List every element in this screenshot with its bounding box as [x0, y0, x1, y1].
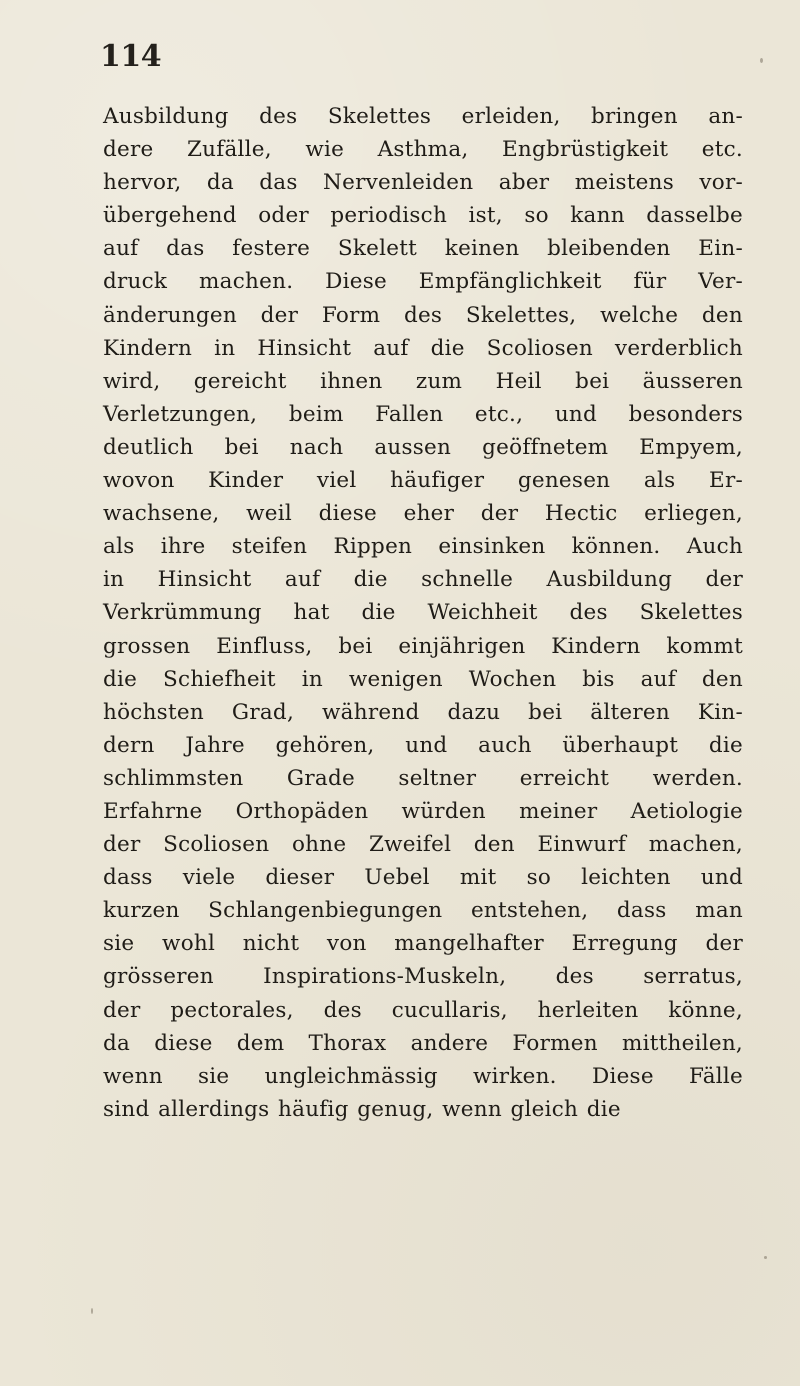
- text-line: sie wohl nicht von mangelhafter Erregung der: [103, 931, 743, 957]
- text-line: wird, gereicht ihnen zum Heil bei äusseren: [103, 368, 743, 394]
- text-line: als ihre steifen Rippen einsinken können. Auch: [103, 534, 743, 560]
- text-line: wachsene, weil diese eher der Hectic erliegen,: [103, 501, 743, 527]
- text-line: kurzen Schlangenbiegungen entstehen, dass man: [103, 898, 743, 924]
- page-number: 114: [100, 39, 162, 74]
- paper-speck: [760, 58, 763, 63]
- text-line: Ausbildung des Skelettes erleiden, bringen an-: [103, 104, 743, 129]
- text-line: da diese dem Thorax andere Formen mittheilen,: [103, 1030, 743, 1056]
- text-line: deutlich bei nach aussen geöffnetem Empyem,: [103, 434, 743, 460]
- text-line: übergehend oder periodisch ist, so kann dasselbe: [103, 203, 743, 229]
- paper-speck: [314, 1080, 316, 1083]
- text-line: schlimmsten Grade seltner erreicht werden.: [103, 765, 743, 791]
- text-line: dern Jahre gehören, und auch überhaupt die: [103, 732, 743, 758]
- text-line: Verletzungen, beim Fallen etc., und besonders: [103, 401, 743, 427]
- text-line: Verkrümmung hat die Weichheit des Skelettes: [103, 600, 743, 626]
- text-line: der pectorales, des cucullaris, herleiten könne,: [103, 997, 743, 1023]
- text-line: hervor, da das Nervenleiden aber meistens vor-: [103, 170, 743, 196]
- text-line: wenn sie ungleichmässig wirken. Diese Fälle: [103, 1063, 743, 1089]
- text-line: dere Zufälle, wie Asthma, Engbrüstigkeit etc.: [103, 137, 743, 163]
- paper-speck: [91, 1308, 93, 1314]
- text-line: auf das festere Skelett keinen bleibenden Ein-: [103, 236, 743, 262]
- text-line: änderungen der Form des Skelettes, welche den: [103, 302, 743, 328]
- text-line: in Hinsicht auf die schnelle Ausbildung der: [103, 567, 743, 593]
- text-line: höchsten Grad, während dazu bei älteren Kin-: [103, 699, 743, 725]
- text-line: grösseren Inspirations-Muskeln, des serratus,: [103, 964, 743, 990]
- text-line: Erfahrne Orthopäden würden meiner Aetiologie: [103, 798, 743, 824]
- text-line: druck machen. Diese Empfänglichkeit für Ver-: [103, 269, 743, 295]
- text-line: sind allerdings häufig genug, wenn gleich die: [103, 1096, 621, 1122]
- text-line: dass viele dieser Uebel mit so leichten und: [103, 865, 743, 891]
- text-line: Kindern in Hinsicht auf die Scoliosen verderblich: [103, 335, 743, 361]
- text-line: grossen Einfluss, bei einjährigen Kindern kommt: [103, 633, 743, 659]
- text-line: die Schiefheit in wenigen Wochen bis auf den: [103, 666, 743, 692]
- text-line: der Scoliosen ohne Zweifel den Einwurf machen,: [103, 832, 743, 858]
- body-text: [103, 100, 743, 1126]
- text-line: wovon Kinder viel häufiger genesen als Er-: [103, 468, 743, 494]
- paper-speck: [764, 1256, 767, 1259]
